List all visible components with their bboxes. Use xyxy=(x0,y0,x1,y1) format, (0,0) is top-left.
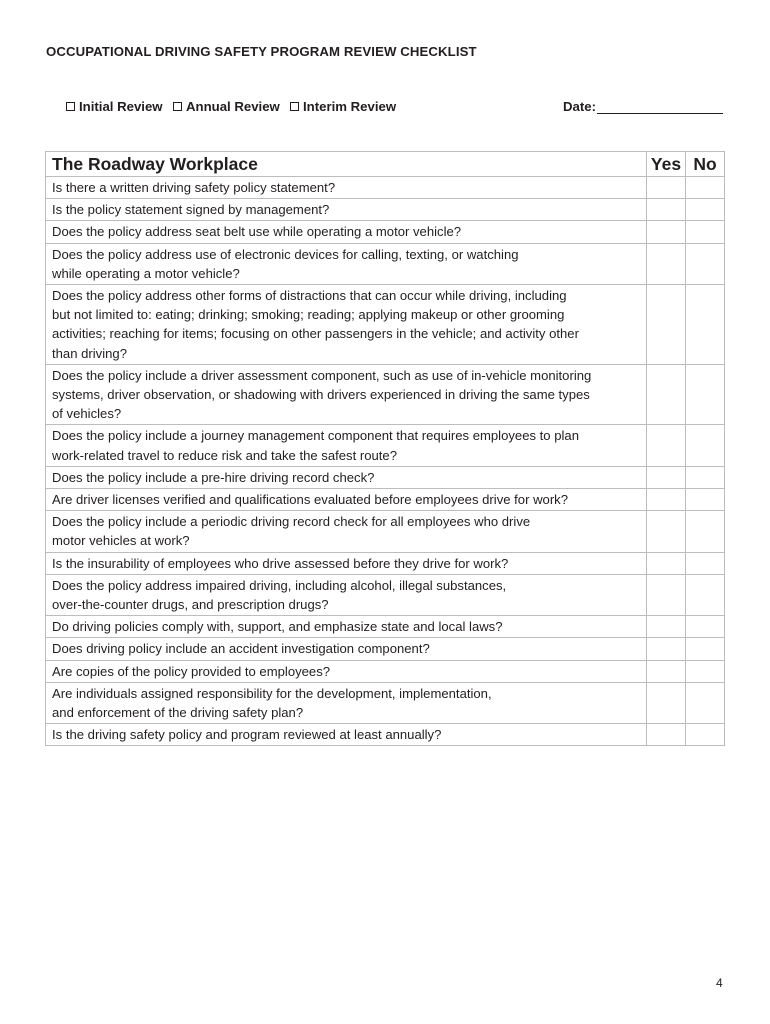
question-text: Do driving policies comply with, support, and emphasize state and local laws? xyxy=(46,616,647,638)
no-answer-cell[interactable] xyxy=(686,364,725,425)
yes-column-header: Yes xyxy=(647,152,686,177)
checklist-row xyxy=(46,682,725,723)
review-option-interim[interactable] xyxy=(290,99,396,114)
page-number: 4 xyxy=(716,976,723,990)
checklist-header-row xyxy=(46,152,725,177)
yes-answer-cell[interactable] xyxy=(647,616,686,638)
checklist-row xyxy=(46,724,725,746)
checklist-row xyxy=(46,285,725,365)
yes-answer-cell[interactable] xyxy=(647,243,686,284)
checklist-row xyxy=(46,511,725,552)
yes-answer-cell[interactable] xyxy=(647,552,686,574)
annual-review-label: Annual Review xyxy=(186,99,280,114)
no-answer-cell[interactable] xyxy=(686,285,725,365)
no-answer-cell[interactable] xyxy=(686,638,725,660)
question-text: Is the policy statement signed by management? xyxy=(46,199,647,221)
yes-answer-cell[interactable] xyxy=(647,199,686,221)
yes-answer-cell[interactable] xyxy=(647,364,686,425)
question-text: Does the policy include a pre-hire driving record check? xyxy=(46,466,647,488)
review-type-row xyxy=(66,99,726,119)
initial-review-checkbox[interactable] xyxy=(66,102,75,111)
section-title: The Roadway Workplace xyxy=(46,152,647,177)
no-answer-cell[interactable] xyxy=(686,466,725,488)
date-input-line[interactable] xyxy=(597,99,723,114)
checklist-row xyxy=(46,243,725,284)
yes-answer-cell[interactable] xyxy=(647,660,686,682)
yes-answer-cell[interactable] xyxy=(647,177,686,199)
question-text: Are copies of the policy provided to employees? xyxy=(46,660,647,682)
no-answer-cell[interactable] xyxy=(686,177,725,199)
review-option-annual[interactable] xyxy=(173,99,280,114)
checklist-row xyxy=(46,221,725,243)
question-text: Does the policy address use of electronic devices for calling, texting, or watching while operating a motor vehicle? xyxy=(46,243,647,284)
yes-answer-cell[interactable] xyxy=(647,221,686,243)
question-text: Does the policy address impaired driving, including alcohol, illegal substances, over-the-counter drugs, and prescription drugs? xyxy=(46,574,647,615)
interim-review-checkbox[interactable] xyxy=(290,102,299,111)
question-text: Does driving policy include an accident investigation component? xyxy=(46,638,647,660)
date-field[interactable] xyxy=(563,99,723,114)
no-answer-cell[interactable] xyxy=(686,682,725,723)
checklist-body xyxy=(46,177,725,746)
date-label: Date: xyxy=(563,99,596,114)
no-answer-cell[interactable] xyxy=(686,511,725,552)
question-text: Does the policy address other forms of distractions that can occur while driving, including but not limited to: eating; drinking; smoking; reading; applying makeup or other grooming activities; reaching for items; focusing on other passengers in the vehicle; and activity other than driving? xyxy=(46,285,647,365)
roadway-workplace-checklist xyxy=(45,151,725,746)
question-text: Is there a written driving safety policy statement? xyxy=(46,177,647,199)
checklist-row xyxy=(46,552,725,574)
yes-answer-cell[interactable] xyxy=(647,724,686,746)
checklist-row xyxy=(46,425,725,466)
no-answer-cell[interactable] xyxy=(686,221,725,243)
no-answer-cell[interactable] xyxy=(686,660,725,682)
yes-answer-cell[interactable] xyxy=(647,511,686,552)
no-answer-cell[interactable] xyxy=(686,425,725,466)
initial-review-label: Initial Review xyxy=(79,99,163,114)
yes-answer-cell[interactable] xyxy=(647,489,686,511)
checklist-row xyxy=(46,364,725,425)
question-text: Are individuals assigned responsibility for the development, implementation, and enforcement of the driving safety plan? xyxy=(46,682,647,723)
no-column-header: No xyxy=(686,152,725,177)
checklist-row xyxy=(46,574,725,615)
question-text: Are driver licenses verified and qualifications evaluated before employees drive for work? xyxy=(46,489,647,511)
no-answer-cell[interactable] xyxy=(686,489,725,511)
yes-answer-cell[interactable] xyxy=(647,574,686,615)
yes-answer-cell[interactable] xyxy=(647,425,686,466)
question-text: Does the policy address seat belt use while operating a motor vehicle? xyxy=(46,221,647,243)
review-option-initial[interactable] xyxy=(66,99,163,114)
checklist-row xyxy=(46,660,725,682)
checklist-row xyxy=(46,199,725,221)
yes-answer-cell[interactable] xyxy=(647,638,686,660)
no-answer-cell[interactable] xyxy=(686,724,725,746)
no-answer-cell[interactable] xyxy=(686,552,725,574)
question-text: Is the insurability of employees who drive assessed before they drive for work? xyxy=(46,552,647,574)
checklist-row xyxy=(46,489,725,511)
yes-answer-cell[interactable] xyxy=(647,682,686,723)
document-title: OCCUPATIONAL DRIVING SAFETY PROGRAM REVIEW CHECKLIST xyxy=(46,44,477,59)
interim-review-label: Interim Review xyxy=(303,99,397,114)
no-answer-cell[interactable] xyxy=(686,243,725,284)
checklist-row xyxy=(46,466,725,488)
question-text: Is the driving safety policy and program reviewed at least annually? xyxy=(46,724,647,746)
no-answer-cell[interactable] xyxy=(686,199,725,221)
no-answer-cell[interactable] xyxy=(686,616,725,638)
checklist-row xyxy=(46,638,725,660)
question-text: Does the policy include a driver assessment component, such as use of in-vehicle monitoring systems, driver observation, or shadowing with drivers experienced in driving the same types of vehicles? xyxy=(46,364,647,425)
checklist-row xyxy=(46,177,725,199)
question-text: Does the policy include a journey management component that requires employees to plan work-related travel to reduce risk and take the safest route? xyxy=(46,425,647,466)
checklist-row xyxy=(46,616,725,638)
question-text: Does the policy include a periodic driving record check for all employees who drive motor vehicles at work? xyxy=(46,511,647,552)
no-answer-cell[interactable] xyxy=(686,574,725,615)
annual-review-checkbox[interactable] xyxy=(173,102,182,111)
yes-answer-cell[interactable] xyxy=(647,466,686,488)
yes-answer-cell[interactable] xyxy=(647,285,686,365)
